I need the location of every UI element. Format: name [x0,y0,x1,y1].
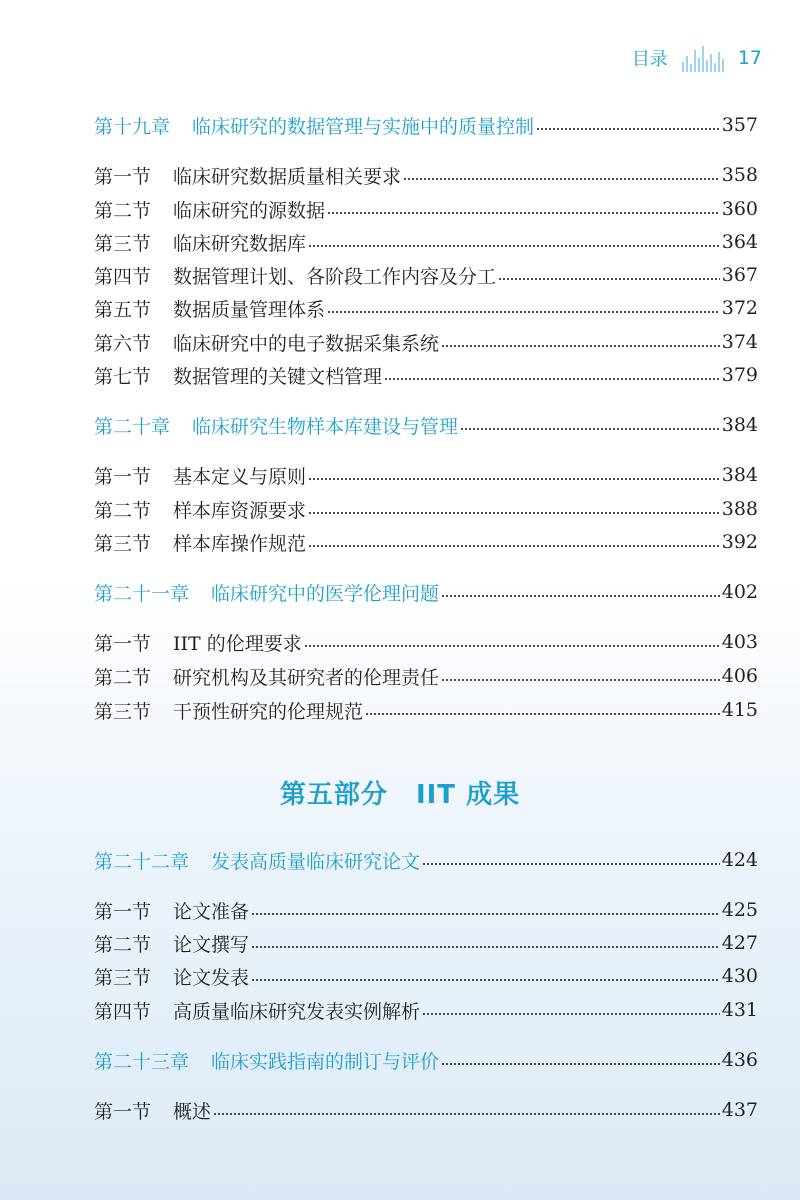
dot-leader [251,913,720,915]
dot-leader [308,545,720,547]
section-title: IIT 的伦理要求 [173,632,302,655]
dot-leader [308,245,720,247]
page-ref: 424 [721,849,758,871]
toc-section-row [94,361,758,389]
section-title: 数据质量管理体系 [173,298,326,321]
section-title: 论文准备 [173,900,250,923]
dot-leader [327,311,720,313]
section-label: 第三节 [94,966,152,989]
section-title: 临床研究数据库 [173,232,307,255]
page-ref: 430 [721,965,758,987]
chapter-label: 第二十章 [94,415,171,438]
section-label: 第六节 [94,332,152,355]
bar-chart-icon [682,44,724,72]
section-label: 第七节 [94,365,152,388]
dot-leader [304,645,720,647]
dot-leader [403,178,720,180]
section-title: 概述 [173,1100,212,1123]
page-header [632,40,762,76]
dot-leader [251,946,720,948]
page-ref: 436 [721,1049,758,1071]
dot-leader [536,128,720,130]
dot-leader [213,1113,720,1115]
chapter-title: 发表高质量临床研究论文 [211,850,421,873]
section-label: 第一节 [94,165,152,188]
section-title: 样本库操作规范 [173,532,307,555]
dot-leader [384,378,720,380]
dot-leader [327,212,720,214]
toc-section-row [94,461,758,489]
section-label: 第二节 [94,933,152,956]
dot-leader [251,979,720,981]
dot-leader [422,863,720,865]
chapter-label: 第二十二章 [94,850,190,873]
toc-section-row [94,261,758,289]
chapter-title: 临床实践指南的制订与评价 [211,1050,440,1073]
toc-section-row [94,328,758,356]
section-title: 临床研究的源数据 [173,199,326,222]
dot-leader [308,478,720,480]
section-label: 第三节 [94,532,152,555]
toc-chapter-row [94,1046,758,1074]
section-label: 第二节 [94,499,152,522]
toc-section-row [94,1096,758,1124]
part-title [0,774,800,811]
section-label: 第一节 [94,900,152,923]
section-label: 第五节 [94,298,152,321]
toc-section-row [94,696,758,724]
toc-section-row [94,528,758,556]
page-ref: 357 [721,114,758,136]
dot-leader [441,679,720,681]
toc-chapter-row [94,411,758,439]
page-ref: 427 [721,932,758,954]
page-ref: 425 [721,899,758,921]
chapter-label: 第十九章 [94,115,171,138]
page-ref: 364 [721,231,758,253]
dot-leader [308,512,720,514]
chapter-title: 临床研究中的医学伦理问题 [211,582,440,605]
page-ref: 360 [721,198,758,220]
section-label: 第三节 [94,700,152,723]
chapter-title: 临床研究生物样本库建设与管理 [192,415,459,438]
toc-section-row [94,195,758,223]
toc-section-row [94,929,758,957]
header-label: 目录 [631,49,668,70]
section-label: 第二节 [94,199,152,222]
toc-section-row [94,896,758,924]
section-title: 数据管理计划、各阶段工作内容及分工 [173,265,497,288]
section-title: 临床研究中的电子数据采集系统 [173,332,440,355]
dot-leader [441,595,720,597]
toc-section-row [94,161,758,189]
page-number: 17 [737,47,762,69]
section-label: 第四节 [94,265,152,288]
page-ref: 367 [721,264,758,286]
page-ref: 384 [721,464,758,486]
toc-chapter-row [94,578,758,606]
page-ref: 384 [721,414,758,436]
section-title: 论文撰写 [173,933,250,956]
dot-leader [422,1013,720,1015]
section-label: 第一节 [94,632,152,655]
section-title: 样本库资源要求 [173,499,307,522]
section-title: 临床研究数据质量相关要求 [173,165,402,188]
dot-leader [498,278,720,280]
part-label: 第五部分 [279,780,388,810]
toc-chapter-row [94,846,758,874]
page-ref: 392 [721,531,758,553]
toc-section-row [94,628,758,656]
section-label: 第一节 [94,465,152,488]
toc-section-row [94,662,758,690]
section-title: 数据管理的关键文档管理 [173,365,383,388]
toc-section-row [94,962,758,990]
section-label: 第四节 [94,1000,152,1023]
toc-section-row [94,294,758,322]
page-ref: 372 [721,297,758,319]
dot-leader [365,713,720,715]
dot-leader [441,1063,720,1065]
section-title: 基本定义与原则 [173,465,307,488]
page-ref: 374 [721,331,758,353]
chapter-label: 第二十一章 [94,582,190,605]
page-ref: 431 [721,999,758,1021]
page-ref: 379 [721,364,758,386]
dot-leader [441,345,720,347]
toc-section-row [94,996,758,1024]
toc-section-row [94,495,758,523]
section-title: 论文发表 [173,966,250,989]
section-title: 研究机构及其研究者的伦理责任 [173,666,440,689]
chapter-title: 临床研究的数据管理与实施中的质量控制 [192,115,535,138]
section-title: 高质量临床研究发表实例解析 [173,1000,421,1023]
part-name: IIT 成果 [415,780,521,810]
page-ref: 415 [721,699,758,721]
toc-chapter-row [94,111,758,139]
page-ref: 358 [721,164,758,186]
page-ref: 437 [721,1099,758,1121]
page-ref: 406 [721,665,758,687]
page-ref: 388 [721,498,758,520]
page-ref: 402 [721,581,758,603]
dot-leader [460,428,720,430]
section-label: 第一节 [94,1100,152,1123]
chapter-label: 第二十三章 [94,1050,190,1073]
section-title: 干预性研究的伦理规范 [173,700,364,723]
section-label: 第二节 [94,666,152,689]
page-ref: 403 [721,631,758,653]
section-label: 第三节 [94,232,152,255]
toc-section-row [94,228,758,256]
